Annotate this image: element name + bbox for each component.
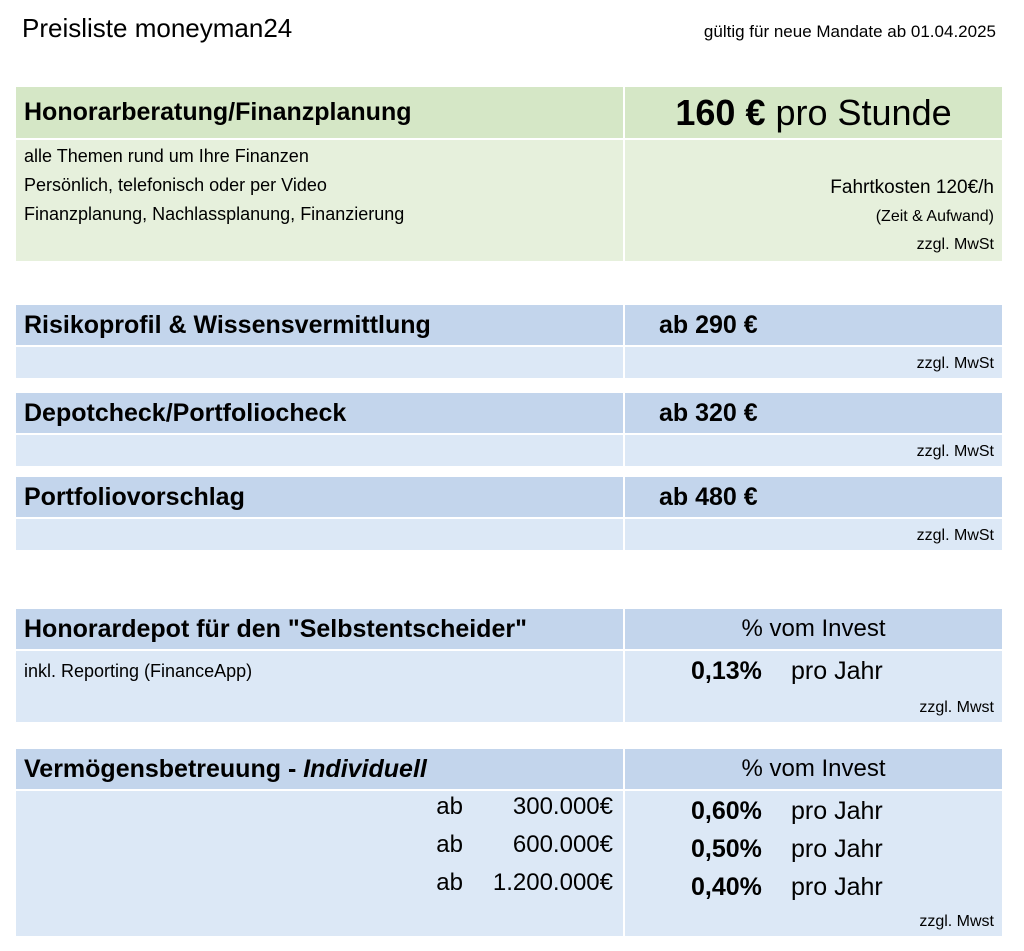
honorarberatung-detail-2: Persönlich, telefonisch oder per Video bbox=[24, 175, 327, 195]
service-body-left bbox=[16, 435, 623, 466]
honorardepot-title: Honorardepot für den "Selbstentscheider" bbox=[24, 614, 527, 643]
tier-rate-unit: pro Jahr bbox=[791, 834, 883, 863]
tier-amount: 600.000€ bbox=[512, 831, 613, 858]
service-block-portfoliovorschlag bbox=[16, 477, 1002, 550]
tier-rate-unit: pro Jahr bbox=[791, 872, 883, 901]
service-title-cell bbox=[16, 393, 623, 433]
service-body-row bbox=[16, 519, 1002, 550]
honorardepot-price-header-cell bbox=[625, 609, 1002, 649]
honorardepot-tax-note: zzgl. Mwst bbox=[919, 699, 994, 716]
honorardepot-detail: inkl. Reporting (FinanceApp) bbox=[24, 661, 253, 681]
vermoegensbetreuung-header-row bbox=[16, 749, 1002, 789]
honorarberatung-tax-note: zzgl. MwSt bbox=[916, 236, 994, 253]
honorardepot-header-row bbox=[16, 609, 1002, 649]
vermoegensbetreuung-tiers-cell bbox=[16, 791, 623, 936]
service-body-right bbox=[625, 347, 1002, 378]
service-price-cell bbox=[625, 393, 1002, 433]
tier-rate-unit: pro Jahr bbox=[791, 796, 883, 825]
service-body-left bbox=[16, 519, 623, 550]
page-title: Preisliste moneyman24 bbox=[22, 13, 293, 43]
honorardepot-body-row bbox=[16, 651, 1002, 722]
honorarberatung-price-amount: 160 € bbox=[675, 91, 766, 133]
vermoegensbetreuung-block bbox=[16, 749, 1002, 936]
honorardepot-detail-cell bbox=[16, 651, 623, 722]
tier-prefix: ab bbox=[436, 831, 463, 858]
vermoegensbetreuung-price-header: % vom Invest bbox=[741, 755, 886, 782]
service-block-risikoprofil bbox=[16, 305, 1002, 378]
tier-row bbox=[436, 869, 613, 897]
honorarberatung-notes-cell bbox=[625, 140, 1002, 261]
service-price: ab 480 € bbox=[659, 482, 758, 511]
service-title: Risikoprofil & Wissensvermittlung bbox=[24, 310, 431, 339]
tier-amount: 300.000€ bbox=[512, 793, 613, 820]
service-tax-note: zzgl. MwSt bbox=[916, 527, 994, 544]
tier-rate-line bbox=[691, 831, 883, 867]
tier-rate: 0,40% bbox=[691, 872, 762, 901]
service-price-cell bbox=[625, 477, 1002, 517]
honorardepot-rate-unit: pro Jahr bbox=[791, 656, 883, 685]
tier-row bbox=[436, 831, 613, 859]
service-tax-note: zzgl. MwSt bbox=[916, 355, 994, 372]
honorarberatung-price-unit: pro Stunde bbox=[775, 91, 952, 133]
service-price-cell bbox=[625, 305, 1002, 345]
service-title-cell bbox=[16, 305, 623, 345]
tier-row bbox=[436, 793, 613, 821]
tier-rate-line bbox=[691, 793, 883, 829]
validity-note: gültig für neue Mandate ab 01.04.2025 bbox=[703, 22, 996, 41]
vermoegensbetreuung-rates-cell bbox=[625, 791, 1002, 936]
honorardepot-rate-line bbox=[691, 653, 883, 689]
tier-prefix: ab bbox=[436, 793, 463, 820]
honorardepot-block bbox=[16, 609, 1002, 722]
honorarberatung-title-cell bbox=[16, 87, 623, 138]
tier-prefix: ab bbox=[436, 869, 463, 896]
service-block-depotcheck bbox=[16, 393, 1002, 466]
honorarberatung-title: Honorarberatung/Finanzplanung bbox=[24, 98, 412, 126]
vermoegensbetreuung-title-cell bbox=[16, 749, 623, 789]
honorardepot-title-cell bbox=[16, 609, 623, 649]
honorarberatung-details-cell bbox=[16, 140, 623, 261]
tier-rate-line bbox=[691, 869, 883, 905]
vermoegensbetreuung-title-main: Vermögensbetreuung - bbox=[24, 754, 304, 783]
honorarberatung-detail-1: alle Themen rund um Ihre Finanzen bbox=[24, 146, 309, 166]
vermoegensbetreuung-price-header-cell bbox=[625, 749, 1002, 789]
honorarberatung-block bbox=[16, 87, 1002, 261]
service-body-row bbox=[16, 435, 1002, 466]
honorarberatung-detail-3: Finanzplanung, Nachlassplanung, Finanzierung bbox=[24, 204, 405, 224]
service-title-cell bbox=[16, 477, 623, 517]
service-title: Depotcheck/Portfoliocheck bbox=[24, 398, 347, 427]
honorardepot-rate-cell bbox=[625, 651, 1002, 722]
travel-cost: Fahrtkosten 120€/h bbox=[830, 177, 994, 198]
service-header-row bbox=[16, 477, 1002, 517]
vermoegensbetreuung-title-emphasis: Individuell bbox=[303, 754, 427, 783]
tier-rate: 0,60% bbox=[691, 796, 762, 825]
honorarberatung-price bbox=[675, 92, 951, 134]
vermoegensbetreuung-title bbox=[16, 755, 427, 784]
tier-rate: 0,50% bbox=[691, 834, 762, 863]
service-price: ab 320 € bbox=[659, 398, 758, 427]
honorarberatung-price-cell bbox=[625, 87, 1002, 138]
service-body-right bbox=[625, 519, 1002, 550]
vermoegensbetreuung-tax-note: zzgl. Mwst bbox=[919, 913, 994, 930]
service-price: ab 290 € bbox=[659, 310, 758, 339]
service-header-row bbox=[16, 393, 1002, 433]
service-body-row bbox=[16, 347, 1002, 378]
honorarberatung-header-row bbox=[16, 87, 1002, 138]
vermoegensbetreuung-body-row bbox=[16, 791, 1002, 936]
service-title: Portfoliovorschlag bbox=[24, 482, 245, 511]
honorarberatung-body-row bbox=[16, 140, 1002, 261]
service-tax-note: zzgl. MwSt bbox=[916, 443, 994, 460]
service-header-row bbox=[16, 305, 1002, 345]
service-body-left bbox=[16, 347, 623, 378]
honorardepot-price-header: % vom Invest bbox=[741, 615, 886, 642]
honorardepot-rate: 0,13% bbox=[691, 656, 762, 685]
service-body-right bbox=[625, 435, 1002, 466]
travel-cost-note: (Zeit & Aufwand) bbox=[875, 208, 994, 225]
tier-amount: 1.200.000€ bbox=[492, 869, 613, 896]
